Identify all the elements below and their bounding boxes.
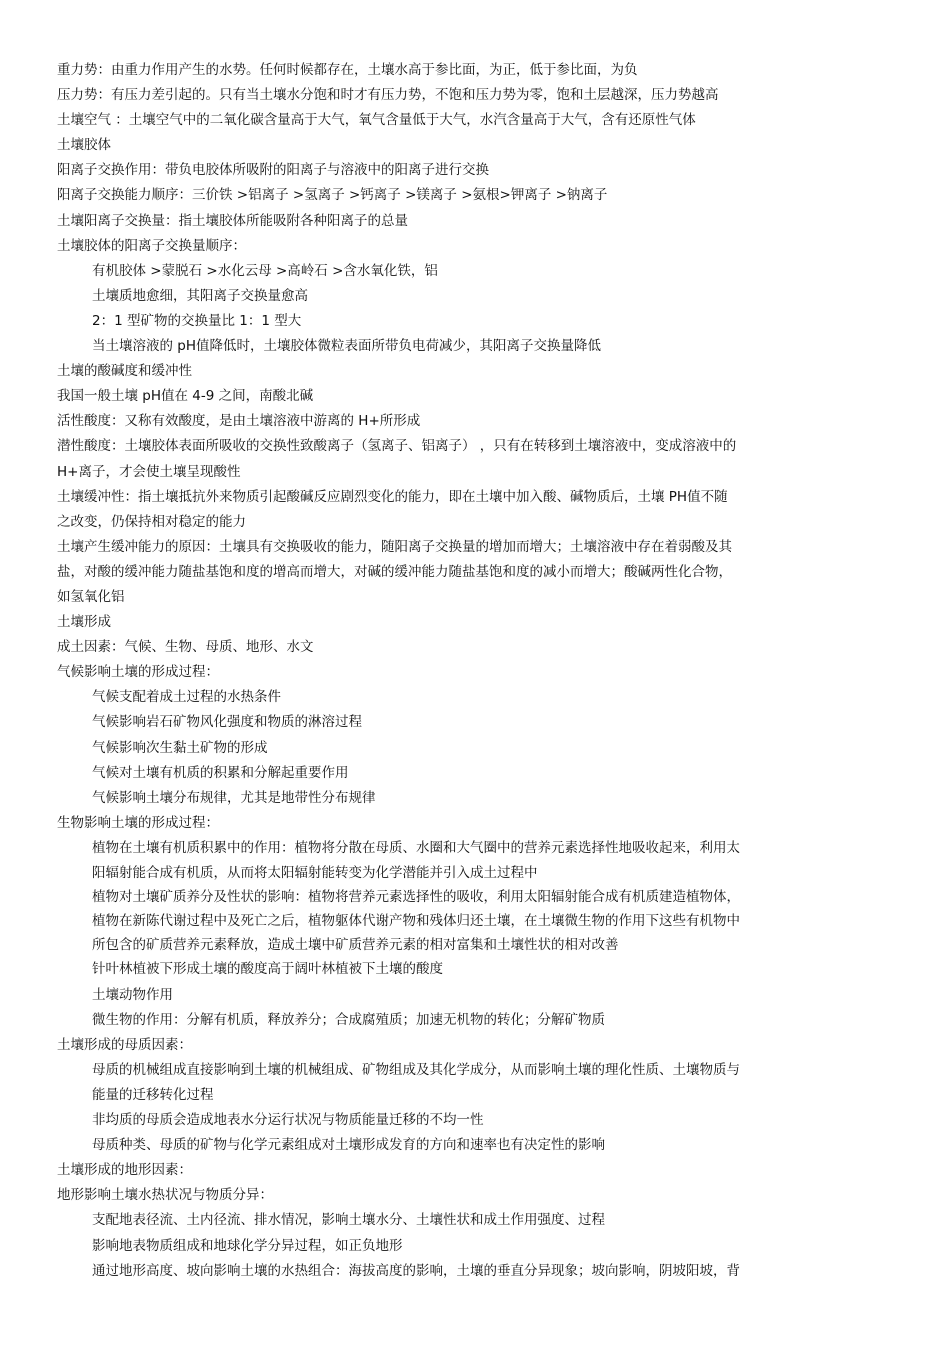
section-heading: 土壤形成: [57, 614, 111, 631]
text-line: 成土因素：气候、生物、母质、地形、水文: [57, 639, 314, 656]
text-line: 盐，对酸的缓冲能力随盐基饱和度的增高而增大，对碱的缓冲能力随盐基饱和度的减小而增大；酸碱两性化合物，: [57, 563, 732, 580]
text-line: 土壤形成的母质因素：: [57, 1036, 192, 1053]
indented-line: 气候影响次生黏土矿物的形成: [92, 739, 268, 756]
indented-line: 气候影响岩石矿物风化强度和物质的淋溶过程: [92, 714, 362, 731]
indented-line: 母质的机械组成直接影响到土壤的机械组成、矿物组成及其化学成分，从而影响土壤的理化性质、土壤物质与: [92, 1061, 740, 1078]
text-line: 活性酸度：又称有效酸度，是由土壤溶液中游离的 H+所形成: [57, 413, 421, 430]
text-line: 土壤形成的地形因素：: [57, 1162, 192, 1179]
indented-line: 支配地表径流、土内径流、排水情况，影响土壤水分、土壤性状和成土作用强度、过程: [92, 1212, 605, 1229]
indented-line: 通过地形高度、坡向影响土壤的水热组合：海拔高度的影响，土壤的垂直分异现象；坡向影响，阴坡阳坡，背: [92, 1262, 740, 1279]
text-line: 土壤胶体的阳离子交换量顺序：: [57, 237, 246, 254]
indented-line: 母质种类、母质的矿物与化学元素组成对土壤形成发育的方向和速率也有决定性的影响: [92, 1137, 605, 1154]
text-line: 阳离子交换能力顺序：三价铁 >铝离子 >氢离子 >钙离子 >镁离子 >氨根>钾离子 >钠离子: [57, 187, 608, 204]
indented-line: 非均质的母质会造成地表水分运行状况与物质能量迁移的不均一性: [92, 1112, 484, 1129]
indented-line: 植物对土壤矿质养分及性状的影响：植物将营养元素选择性的吸收，利用太阳辐射能合成有机质建造植物体，: [92, 889, 740, 906]
text-line: 阳离子交换作用：带负电胶体所吸附的阳离子与溶液中的阳离子进行交换: [57, 162, 489, 179]
text-line: H+离子，才会使土壤呈现酸性: [57, 463, 241, 480]
text-line: 土壤阳离子交换量：指土壤胶体所能吸附各种阳离子的总量: [57, 212, 408, 229]
indented-line: 2：1 型矿物的交换量比 1：1 型大: [92, 312, 302, 329]
indented-line: 影响地表物质组成和地球化学分异过程，如正负地形: [92, 1237, 403, 1254]
text-line: 我国一般土壤 pH值在 4-9 之间，南酸北碱: [57, 388, 314, 405]
indented-line: 气候影响土壤分布规律，尤其是地带性分布规律: [92, 789, 376, 806]
indented-line: 植物在土壤有机质积累中的作用：植物将分散在母质、水圈和大气圈中的营养元素选择性地吸收起来，利用太: [92, 839, 740, 856]
text-line: 气候影响土壤的形成过程：: [57, 664, 219, 681]
indented-line: 阳辐射能合成有机质，从而将太阳辐射能转变为化学潜能并引入成土过程中: [92, 865, 538, 881]
indented-line: 针叶林植被下形成土壤的酸度高于阔叶林植被下土壤的酸度: [92, 961, 443, 978]
text-line: 土壤缓冲性：指土壤抵抗外来物质引起酸碱反应剧烈变化的能力，即在土壤中加入酸、碱物质后，土壤 PH值不随: [57, 488, 728, 505]
indented-line: 能量的迁移转化过程: [92, 1086, 214, 1103]
text-line: 土壤产生缓冲能力的原因：土壤具有交换吸收的能力，随阳离子交换量的增加而增大；土壤溶液中存在着弱酸及其: [57, 538, 732, 555]
indented-line: 当土壤溶液的 pH值降低时，土壤胶体微粒表面所带负电荷减少，其阳离子交换量降低: [92, 338, 602, 355]
text-line: 地形影响土壤水热状况与物质分异：: [57, 1187, 273, 1204]
indented-line: 微生物的作用：分解有机质，释放养分；合成腐殖质；加速无机物的转化；分解矿物质: [92, 1011, 605, 1028]
text-line: 重力势：由重力作用产生的水势。任何时候都存在，土壤水高于参比面，为正，低于参比面，为负: [57, 62, 638, 78]
section-heading: 土壤的酸碱度和缓冲性: [57, 363, 192, 380]
document-body: [57, 58, 897, 1284]
indented-line: 气候对土壤有机质的积累和分解起重要作用: [92, 764, 349, 781]
text-line: 生物影响土壤的形成过程：: [57, 814, 219, 831]
indented-line: 气候支配着成土过程的水热条件: [92, 689, 281, 706]
text-line: 如氢氧化铝: [57, 588, 125, 605]
text-line: 潜性酸度：土壤胶体表面所吸收的交换性致酸离子（氢离子、铝离子） ，只有在转移到土壤溶液中，变成溶液中的: [57, 438, 737, 455]
indented-line: 所包含的矿质营养元素释放，造成土壤中矿质营养元素的相对富集和土壤性状的相对改善: [92, 936, 619, 953]
section-heading: 土壤胶体: [57, 137, 111, 154]
text-line: 之改变，仍保持相对稳定的能力: [57, 513, 246, 530]
text-line: 压力势：有压力差引起的。只有当土壤水分饱和时才有压力势，不饱和压力势为零，饱和土层越深，压力势越高: [57, 87, 719, 104]
indented-line: 有机胶体 >蒙脱石 >水化云母 >高岭石 >含水氧化铁，铝: [92, 262, 438, 279]
indented-line: 土壤质地愈细，其阳离子交换量愈高: [92, 287, 308, 304]
indented-line: 植物在新陈代谢过程中及死亡之后，植物躯体代谢产物和残体归还土壤，在土壤微生物的作用下这些有机物中: [92, 912, 740, 929]
indented-line: 土壤动物作用: [92, 986, 173, 1003]
text-line: 土壤空气 ：土壤空气中的二氧化碳含量高于大气，氧气含量低于大气，水汽含量高于大气，含有还原性气体: [57, 112, 696, 129]
